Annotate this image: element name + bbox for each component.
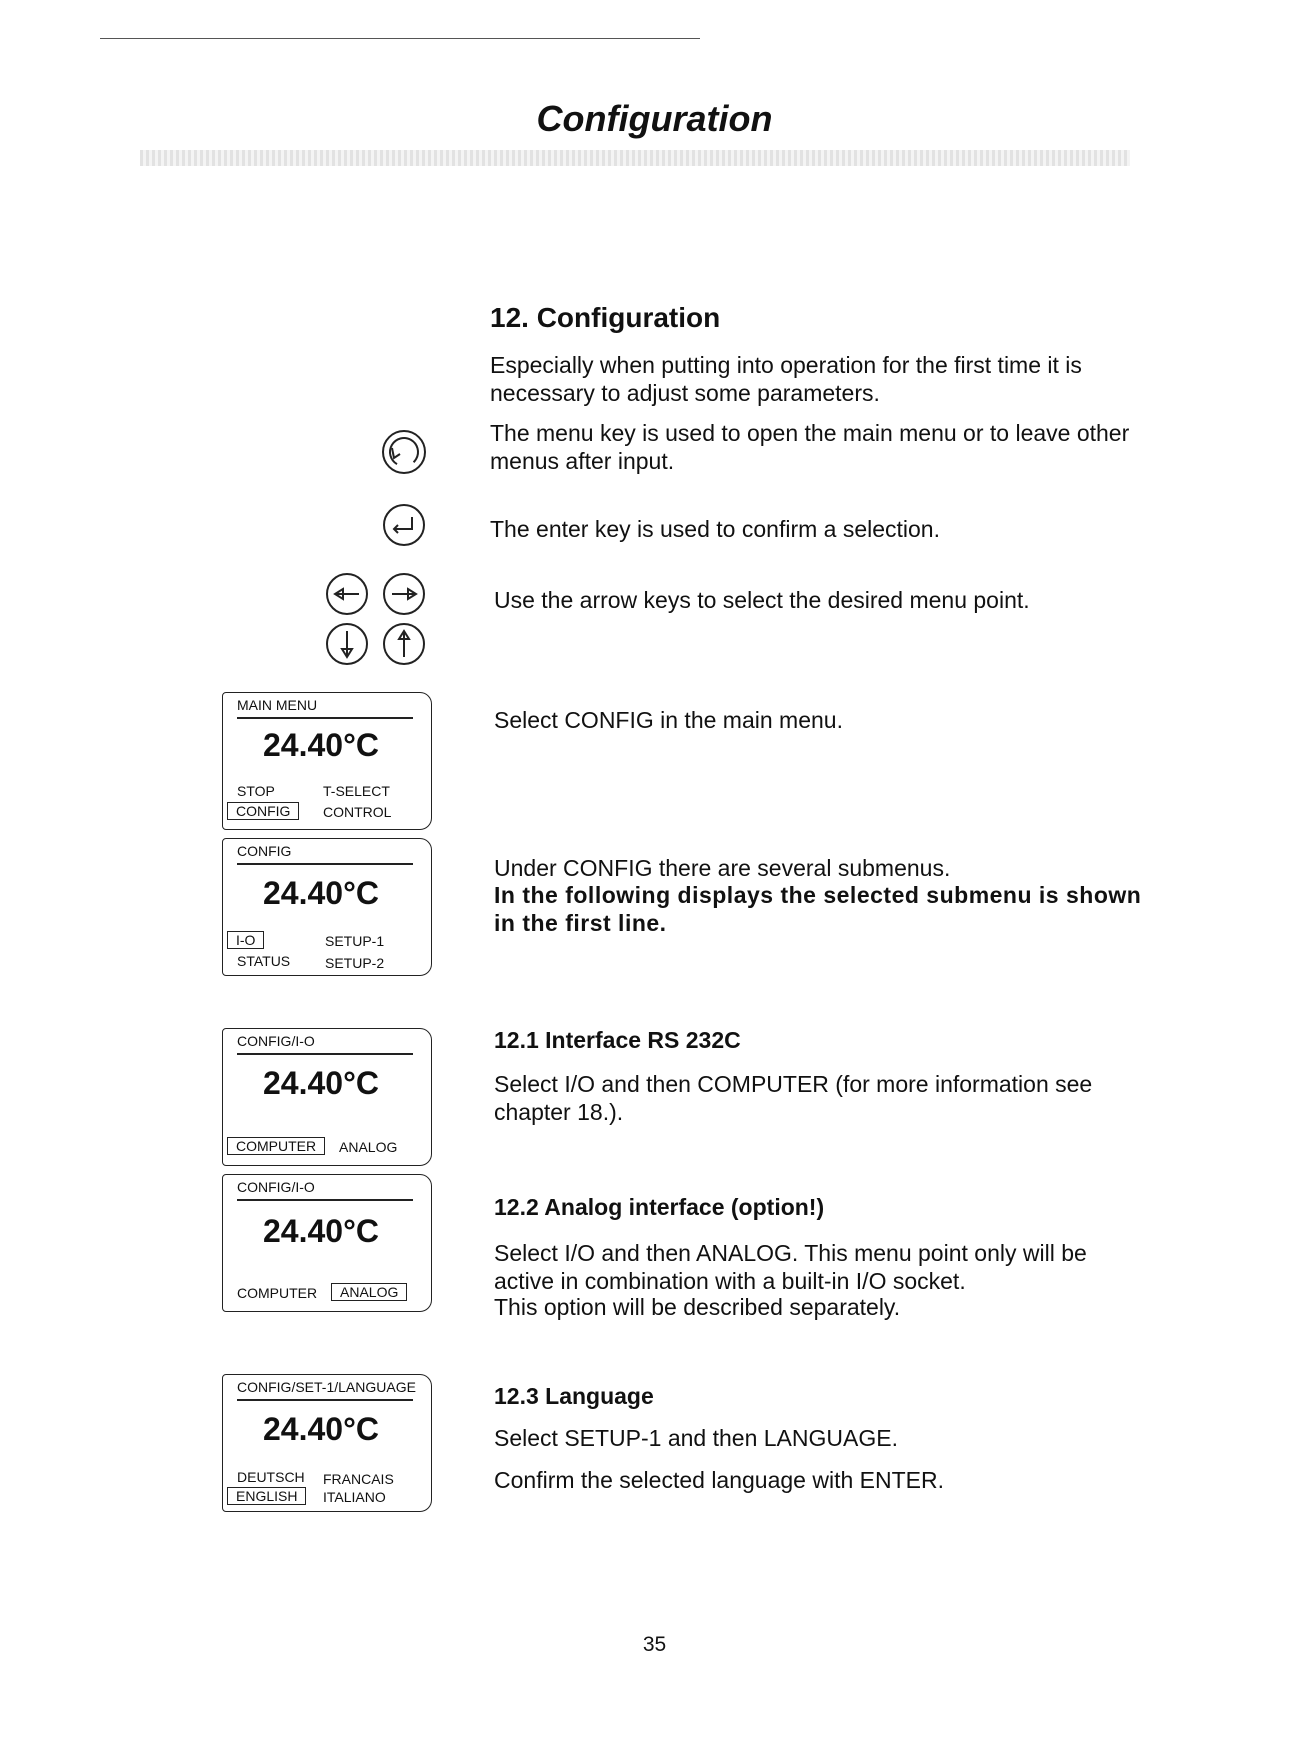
menu-key-text: The menu key is used to open the main menu or to leave other menus after input. (490, 420, 1130, 474)
language-title: 12.3 Language (494, 1383, 654, 1409)
lcd-main-menu (222, 692, 432, 830)
arrow-right-key-icon (382, 572, 426, 616)
lcd-option-setup-1: SETUP-1 (325, 933, 385, 949)
lcd-temperature: 24.40°C (263, 1411, 379, 1447)
lcd-io-computer (222, 1028, 432, 1166)
lcd-header: CONFIG/I-O (237, 1179, 315, 1195)
lcd-language (222, 1374, 432, 1512)
enter-key-text: The enter key is used to confirm a selection. (490, 516, 940, 542)
arrow-down-key-icon (325, 622, 369, 666)
analog-title: 12.2 Analog interface (option!) (494, 1194, 825, 1220)
section-title: 12. Configuration (490, 302, 721, 333)
rs232-text: Select I/O and then COMPUTER (for more information see chapter 18.). (494, 1071, 1093, 1125)
lcd-option-computer-selected: COMPUTER (227, 1137, 325, 1155)
lcd-option-english-selected: ENGLISH (227, 1487, 306, 1505)
lcd-option-deutsch: DEUTSCH (237, 1469, 305, 1485)
lcd-option-status: STATUS (237, 953, 291, 969)
submenus-bold-text: In the following displays the selected submenu is shown in the first line. (494, 882, 1142, 936)
lcd-option-config-selected: CONFIG (227, 802, 299, 820)
lcd-divider (237, 1399, 413, 1401)
lcd-header: MAIN MENU (237, 697, 318, 713)
lcd-option-stop: STOP (237, 783, 275, 799)
lcd-header: CONFIG/SET-1/LANGUAGE (237, 1379, 416, 1395)
lcd-config (222, 838, 432, 976)
page-header-title: Configuration (536, 98, 773, 139)
arrow-up-key-icon (382, 622, 426, 666)
lcd-divider (237, 1053, 413, 1055)
lcd-option-control: CONTROL (323, 804, 392, 820)
lcd-option-computer: COMPUTER (237, 1285, 318, 1301)
rs232-title: 12.1 Interface RS 232C (494, 1027, 741, 1053)
lcd-temperature: 24.40°C (263, 875, 379, 911)
lcd-temperature: 24.40°C (263, 1065, 379, 1101)
lcd-temperature: 24.40°C (263, 1213, 379, 1249)
analog-text2: This option will be described separately. (494, 1294, 901, 1320)
select-config-text: Select CONFIG in the main menu. (494, 707, 843, 733)
analog-text: Select I/O and then ANALOG. This menu point only will be active in combination with a built-in I/O socket. (494, 1240, 1087, 1294)
lcd-option-analog-selected: ANALOG (331, 1283, 407, 1301)
lcd-option-t-select: T-SELECT (323, 783, 390, 799)
lcd-option-setup-2: SETUP-2 (325, 955, 385, 971)
intro-text: Especially when putting into operation for the first time it is necessary to adjust some parameters. (490, 352, 1082, 406)
lcd-option-analog: ANALOG (339, 1139, 398, 1155)
arrow-left-key-icon (325, 572, 369, 616)
lcd-header: CONFIG/I-O (237, 1033, 315, 1049)
language-text: Select SETUP-1 and then LANGUAGE. (494, 1425, 898, 1451)
page-number: 35 (642, 1633, 667, 1656)
lcd-divider (237, 863, 413, 865)
submenus-text: Under CONFIG there are several submenus. (494, 855, 951, 881)
lcd-io-analog (222, 1174, 432, 1312)
menu-key-icon (380, 428, 428, 476)
lcd-temperature: 24.40°C (263, 727, 379, 763)
header-band (140, 150, 1130, 166)
lcd-divider (237, 717, 413, 719)
lcd-option-italiano: ITALIANO (323, 1489, 386, 1505)
arrow-keys-text: Use the arrow keys to select the desired menu point. (494, 587, 1030, 613)
lcd-header: CONFIG (237, 843, 292, 859)
top-rule (100, 38, 700, 39)
language-text2: Confirm the selected language with ENTER. (494, 1467, 944, 1493)
lcd-option-francais: FRANCAIS (323, 1471, 394, 1487)
lcd-divider (237, 1199, 413, 1201)
lcd-option-io-selected: I-O (227, 931, 264, 949)
enter-key-icon (382, 503, 426, 547)
